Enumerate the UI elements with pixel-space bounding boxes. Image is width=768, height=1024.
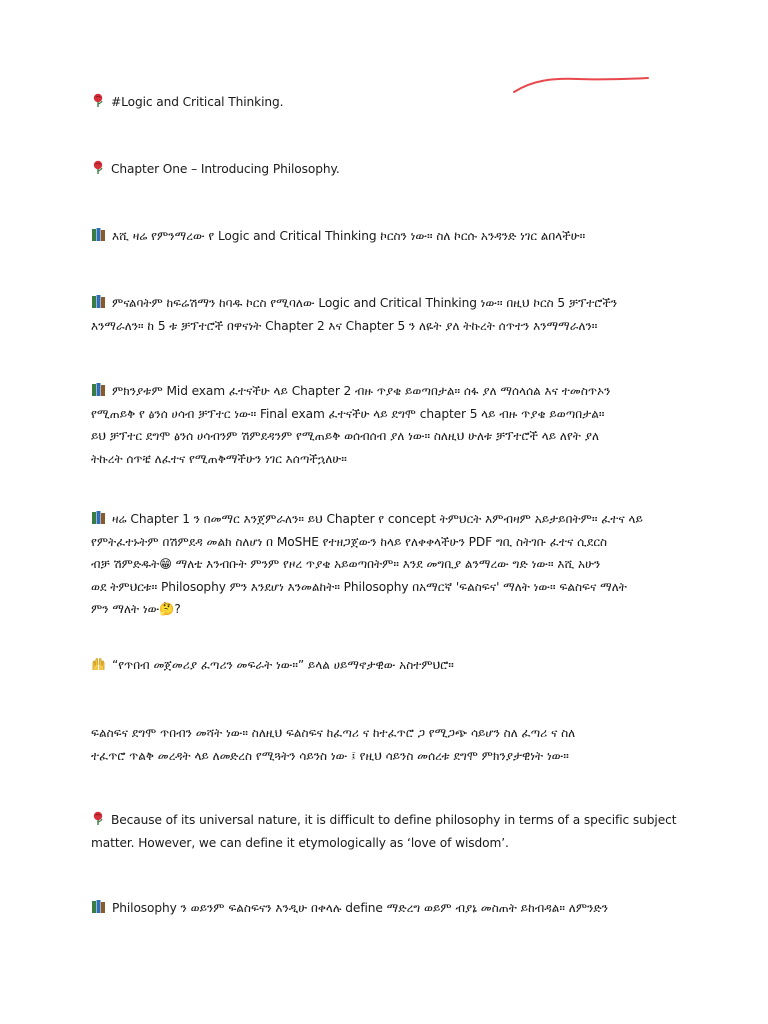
text-line: እንማራለን። ከ 5 ቱ ቻፕተሮች በዋናነት Chapter 2 እና Chapter 5 ን ለዬት ያለ ትኩረት ሰጥተን እንማማራለን። [91, 318, 598, 333]
paragraph-course-chapters [91, 292, 676, 337]
chapter-title: Chapter One – Introducing Philosophy. [111, 162, 340, 176]
text-line [91, 91, 676, 114]
books-icon [91, 227, 106, 242]
books-icon [91, 382, 106, 397]
books-icon [91, 899, 106, 914]
text-line: የሚጠይቅ የ ፅንሰ ሀሳብ ቻፕተር ነው። Final exam ፈተናችሁ ላይ ደግሞ chapter 5 ላይ ብዙ ጥያቄ ይወጣበታል። [91, 406, 605, 421]
heading-course-title [91, 91, 676, 114]
paragraph-quote [91, 654, 676, 677]
text-line: የምትፈተኑትም በሽምደዳ መልክ ስለሆነ በ MoSHE የተዘጋጀውን ከላይ የለቀቀላችሁን PDF ግቢ ስትገቡ ፈተና ሲደርስ [91, 534, 608, 549]
text-line: Because of its universal nature, it is difficult to define philosophy in terms of a specific subject [91, 809, 676, 832]
paragraph-define-difficulty [91, 897, 676, 920]
text-line: እሺ ዛሬ የምንማረው የ Logic and Critical Thinking ኮርስን ነው። ስለ ኮርሱ አንዳንድ ነገር ልበላችሁ። [91, 225, 676, 248]
paragraph-exam-focus [91, 380, 676, 470]
text-line: ይህ ቻፕተር ደግሞ ፅንሰ ሀሳብንም ሽምደዳንም የሚጠይቅ ወሰብሰብ ያለ ነው። ስለዚህ ሁለቱ ቻፕተሮች ላይ ለየት ያለ [91, 429, 600, 443]
text-line: ፍልስፍና ደግሞ ጥበብን መሻት ነው። ስለዚህ ፍልስፍና ከፈጣሪ ና ከተፈጥሮ ጋ የሚጋጭ ሳይሆን ስለ ፈጣሪ ና ስለ [91, 726, 576, 740]
text-line: ዛሬ Chapter 1 ን በመማር እንጀምራለን። ይህ Chapter የ concept ትምህርት እምብዛም አይታይበትም። ፈተና ላይ [91, 508, 676, 531]
rose-icon [91, 811, 105, 826]
paragraph-definition [91, 809, 676, 854]
text-line [91, 158, 676, 181]
paragraph-intro [91, 225, 676, 248]
text-line: Philosophy ን ወይንም ፍልስፍናን እንዲሁ በቀላሉ define ማድረግ ወይም ብያኔ መስጠት ይከብዳል። ለምንድን [91, 897, 676, 920]
rose-icon [91, 160, 105, 175]
books-icon [91, 510, 106, 525]
text-line: ትኩረት ሰጥቼ ለፈተና የሚጠቅማችሁን ነገር እሰጣችኋለሁ። [91, 451, 347, 466]
books-icon [91, 294, 106, 309]
text-line: ምክንያቱም Mid exam ፈተናችሁ ላይ Chapter 2 ብዙ ጥያቄ ይወጣበታል። ሰፋ ያለ ማሰላሰል እና ተመስጥኦን [91, 380, 676, 403]
paragraph-philosophy-meaning [91, 722, 676, 767]
heading-chapter-title [91, 158, 676, 181]
text-line: ምን ማለት ነው🤔? [91, 602, 181, 616]
text-line: matter. However, we can define it etymologically as ‘love of wisdom’. [91, 835, 509, 850]
text-line: ወደ ትምህርቱ። Philosophy ምን እንደሆነ እንመልከት። Philosophy በአማርኛ 'ፍልስፍና' ማለት ነው። ፍልስፍና ማለት [91, 579, 627, 594]
text-line: ምናልባትም ከፍሬሽማን ከባዱ ኮርስ የሚባለው Logic and Critical Thinking ነው። በዚህ ኮርስ 5 ቻፕተሮችን [91, 292, 676, 315]
text-line: “የጥበብ መጀመሪያ ፈጣሪን መፍራት ነው።” ይላል ሀይማኖታዊው አስተምህሮ። [91, 654, 676, 677]
text-line: ተፈጥሮ ጥልቅ መረዳት ላይ ለመድረስ የሚጓትን ሳይንስ ነው ፤ የዚህ ሳይንስ መሰረቱ ደግሞ ምክንያታዊነት ነው። [91, 748, 569, 763]
rose-icon [91, 93, 105, 108]
course-title: #Logic and Critical Thinking. [111, 95, 284, 109]
paragraph-chapter-one [91, 508, 676, 621]
text-line: ብቻ ሽምድዱት😁 ማለቴ እንብቡት ምንም የዞረ ጥያቄ አይወጣበትም። እንደ መግቢያ ልንማረው ግድ ነው። እሺ አሁን [91, 557, 601, 571]
hands-icon [91, 656, 106, 671]
